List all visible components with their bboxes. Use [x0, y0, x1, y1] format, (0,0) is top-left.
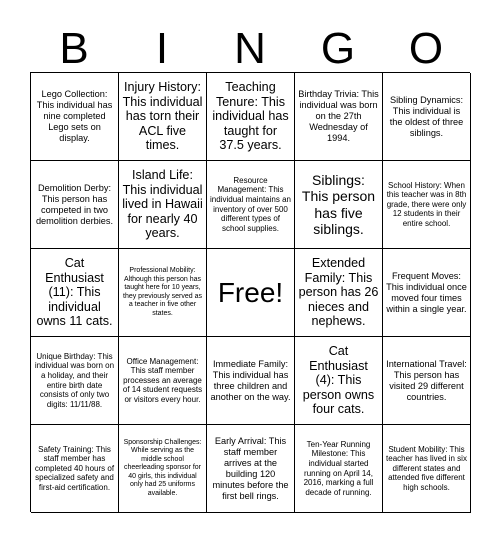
bingo-cell [119, 161, 207, 249]
bingo-cell [207, 73, 295, 161]
cell-text: Professional Mobility: Although this person has taught here for 10 years, they previously served as a teacher in five other states. [123, 267, 202, 317]
cell-text: Immediate Family: This individual has three children and another on the way. [210, 358, 291, 402]
cell-text: Island Life: This individual lived in Hawaii for nearly 40 years. [122, 168, 203, 241]
header-letter-g: G [320, 24, 356, 73]
header-letter-i: I [155, 24, 169, 73]
cell-text: Lego Collection: This individual has nine completed Lego sets on display. [36, 89, 113, 143]
bingo-header [30, 26, 470, 72]
bingo-cell [295, 73, 383, 161]
bingo-cell [31, 337, 119, 425]
cell-text: Unique Birthday: This individual was born on a holiday, and their entire birth date consists of only two digits: 11/11/88. [34, 351, 115, 409]
header-letter-n: N [234, 24, 266, 73]
cell-text: Extended Family: This person has 26 nieces and nephews. [298, 256, 379, 329]
free-space-cell [207, 249, 295, 337]
cell-text: Siblings: This person has five siblings. [301, 171, 376, 237]
cell-text: Ten-Year Running Milestone: This individual started running on April 14, 2016, marking a full decade of running. [303, 439, 374, 497]
bingo-cell [119, 249, 207, 337]
bingo-cell [31, 73, 119, 161]
cell-text: International Travel: This person has visited 29 different countries. [386, 358, 467, 402]
cell-text: Injury History: This individual has torn their ACL five times. [122, 80, 203, 153]
free-space-text: Free! [217, 276, 284, 308]
cell-text: Office Management: This staff member processes an average of 14 student requests or visitors every hour. [122, 356, 203, 404]
header-letter-o: O [408, 24, 444, 73]
bingo-cell [207, 337, 295, 425]
cell-text: Demolition Derby: This person has competed in two demolition derbies. [35, 182, 114, 226]
cell-text: School History: When this teacher was in 8th grade, there were only 12 students in their entire school. [386, 180, 467, 228]
cell-text: Frequent Moves: This individual once moved four times within a single year. [386, 270, 467, 314]
bingo-cell [383, 73, 471, 161]
bingo-cell [383, 161, 471, 249]
bingo-cell [383, 425, 471, 513]
bingo-cell [207, 161, 295, 249]
bingo-cell [295, 161, 383, 249]
bingo-cell [31, 161, 119, 249]
bingo-cell [207, 425, 295, 513]
cell-text: Cat Enthusiast (4): This person owns four cats. [302, 344, 375, 417]
cell-text: Teaching Tenure: This individual has taught for 37.5 years. [212, 80, 289, 153]
cell-text: Early Arrival: This staff member arrives at the building 120 minutes before the first bell rings. [212, 435, 289, 501]
bingo-grid [30, 72, 470, 512]
bingo-cell [383, 249, 471, 337]
cell-text: Cat Enthusiast (11): This individual owns 11 cats. [36, 256, 113, 329]
bingo-cell [119, 425, 207, 513]
bingo-cell [119, 73, 207, 161]
bingo-cell [295, 425, 383, 513]
cell-text: Resource Management: This individual maintains an inventory of over 500 different types of school supplies. [210, 175, 291, 233]
bingo-cell [295, 337, 383, 425]
cell-text: Birthday Trivia: This individual was born on the 27th Wednesday of 1994. [298, 89, 379, 143]
cell-text: Sibling Dynamics: This individual is the oldest of three siblings. [389, 94, 464, 138]
bingo-cell [295, 249, 383, 337]
bingo-cell [383, 337, 471, 425]
header-letter-b: B [59, 24, 89, 73]
cell-text: Sponsorship Challenges: While serving as the middle school cheerleading sponsor for 40 girls, this individual only had 25 uniforms available. [123, 438, 202, 497]
bingo-cell [119, 337, 207, 425]
bingo-cell [31, 249, 119, 337]
cell-text: Safety Training: This staff member has completed 40 hours of specialized safety and first-aid certification. [34, 444, 115, 492]
cell-text: Student Mobility: This teacher has lived in six different states and attended five different high schools. [386, 444, 467, 492]
bingo-cell [31, 425, 119, 513]
